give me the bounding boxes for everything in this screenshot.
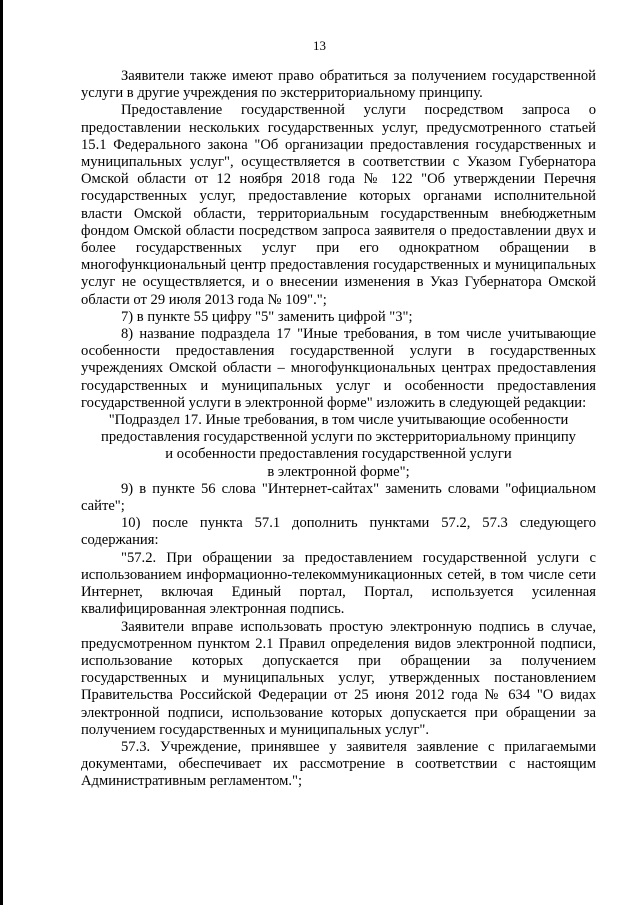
paragraph-57-2: "57.2. При обращении за предоставлением государственной услуги с использованием информационно-телекоммуникационных сетей, в том числе сети Интернет, включая Единый портал, Портал, используется усиленная квалифицированная электронная подпись.: [81, 549, 596, 618]
paragraph-57-3: 57.3. Учреждение, принявшее у заявителя заявление с прилагаемыми документами, обеспечивает их рассмотрение в соответствии с настоящим Административным регламентом.";: [81, 738, 596, 790]
page-number: 13: [313, 38, 326, 53]
subsection-heading-line: предоставления государственной услуги по экстерриториальному принципу: [101, 429, 576, 446]
paragraph-multiple-services-request: Предоставление государственной услуги посредством запроса о предоставлении нескольких государственных услуг, предусмотренного статьей 15.1 Федерального закона "Об организации предоставления государственных и муниципальных услуг", осуществляется в соответствии с Указом Губернатора Омской области от 12 ноября 2018 года № 122 "Об утверждении Перечня государственных услуг, предоставление которых органами исполнительной власти Омской области, территориальным государственным внебюджетным фондом Омской области посредством запроса заявителя о предоставлении двух и более государственных услуг при его однократном обращении в многофункциональный центр предоставления государственных и муниципальных услуг не осуществляется, и о внесении изменения в Указ Губернатора Омской области от 29 июля 2013 года № 109".";: [81, 102, 596, 308]
paragraph-item-8: 8) название подраздела 17 "Иные требования, в том числе учитывающие особенности предоставления государственной услуги в государственных учреждениях Омской области – многофункциональных центрах предоставления государственных и муниципальных услуг и особенности предоставления государственной услуги в электронной форме" изложить в следующей редакции:: [81, 326, 596, 411]
document-body: [81, 68, 596, 791]
paragraph-item-9: 9) в пункте 56 слова "Интернет-сайтах" заменить словами "официальном сайте";: [81, 480, 596, 515]
scan-left-edge: [0, 0, 3, 905]
subsection-heading-line: и особенности предоставления государственной услуги: [165, 446, 512, 463]
subsection-heading-line: "Подраздел 17. Иные требования, в том числе учитывающие особенности: [108, 412, 569, 429]
paragraph-item-7: 7) в пункте 55 цифру "5" заменить цифрой "3";: [121, 308, 413, 325]
subsection-heading-line: в электронной форме";: [267, 463, 410, 480]
paragraph-extraterritorial: Заявители также имеют право обратиться за получением государственной услуги в другие учреждения по экстерриториальному принципу.: [81, 68, 596, 102]
paragraph-item-10: 10) после пункта 57.1 дополнить пунктами 57.2, 57.3 следующего содержания:: [81, 515, 596, 549]
paragraph-simple-signature: Заявители вправе использовать простую электронную подпись в случае, предусмотренном пунктом 2.1 Правил определения видов электронной подписи, использование которых допускается при обращении за получением государственных и муниципальных услуг, утвержденных постановлением Правительства Российской Федерации от 25 июня 2012 года № 634 "О видах электронной подписи, использование которых допускается при обращении за получением государственных и муниципальных услуг".: [81, 618, 596, 738]
